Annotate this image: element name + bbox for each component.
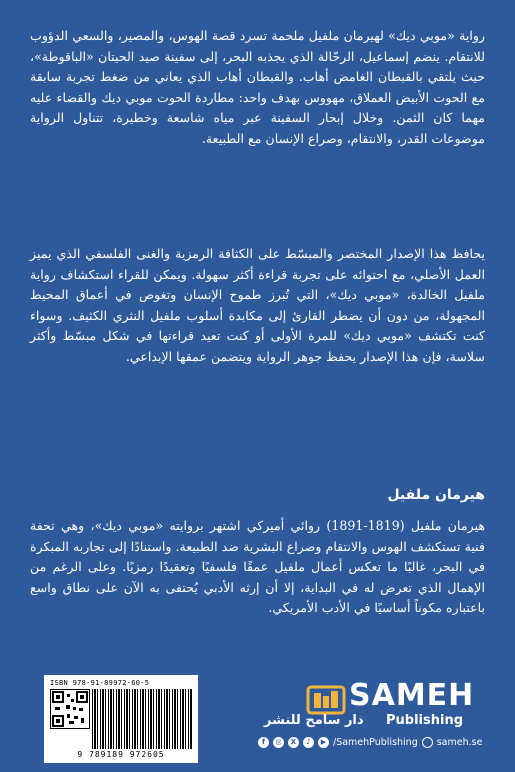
author-heading: هيرمان ملفيل bbox=[387, 487, 485, 503]
isbn-label: ISBN 978-91-89972-60-5 bbox=[50, 679, 150, 687]
youtube-icon[interactable]: ▶ bbox=[318, 737, 329, 748]
author-bio: هيرمان ملفيل (1819-1891) روائي أميركي اشتهر بروايته «موبي ديك»، وهي تحفة فنية تستكشف الهوس والانتقام وصراع البشرية ضد الطبيعة. واستنادًا إلى تجاربه المبكرة في البحر، غالبًا ما تعكس أعمال ملفيل عمقًا فلسفيًا وتعقيدًا رمزيًا. وعلى الرغم من الإهمال الذي تعرض له في البداية، إلا أن إرثه الأدبي يُحتفى به الآن على نطاق واسع باعتباره مكوناً أساسيًا في الأدب الأمريكي. bbox=[30, 518, 486, 615]
barcode-digits: 9 789189 972605 bbox=[77, 750, 165, 759]
website-link[interactable]: sameh.se bbox=[436, 736, 483, 748]
isbn-barcode-box bbox=[44, 675, 198, 763]
social-handle[interactable]: /SamehPublishing bbox=[333, 736, 418, 748]
footer bbox=[0, 675, 515, 772]
facebook-icon[interactable]: f bbox=[258, 737, 269, 748]
description-paragraph-1: رواية «موبي ديك» لهيرمان ملفيل ملحمة تسرد قصة الهوس، والمصير، والسعي الدؤوب للانتقام. ينضم إسماعيل، الرحّالة الذي يجذبه البحر، إلى سفينة صيد الحيتان «الباقوطة»، حيث يلتقي بالقبطان الغامض أهاب. والقبطان أهاب الذي يعاني من ضغط تجربة سابقة مع الحوت الأبيض العملاق، مهووس بهدف واحد: مطاردة الحوت موبي ديك والقضاء عليه مهما كان الثمن. وخلال إبحار السفينة عبر مياه شاسعة وخطيرة، تتناول الرواية موضوعات القدر، والانتقام، وصراع الإنسان مع الطبيعة. bbox=[30, 28, 485, 146]
globe-icon bbox=[422, 737, 433, 748]
barcode-icon bbox=[92, 689, 192, 749]
description-paragraph-2: يحافظ هذا الإصدار المختصر والمبسّط على الكثافة الرمزية والغنى الفلسفي الذي يميز العمل الأصلي، مع احتوائه على تجربة قراءة أكثر سهولة. ويمكن للقراء استكشاف رواية ملفيل الخالدة، «موبي ديك»، التي تُبرز طموح الإنسان وتغوص في أعماق المحيط المجهولة، من دون أن يضطر القارئ إلى مكابدة أسلوب ملفيل النثري الكثيف. وسواء كنت تكتشف «موبي ديك» للمرة الأولى أو كنت تعيد قراءتها في شكل مبسّط وأكثر سلاسة، فإن هذا الإصدار يحفظ جوهر الرواية ويتضمن عمقها الإبداعي. bbox=[30, 246, 485, 364]
qr-code-icon bbox=[50, 689, 90, 729]
tiktok-icon[interactable]: ♪ bbox=[303, 737, 314, 748]
publisher-name: SAMEH bbox=[349, 678, 475, 713]
publisher-subtitle-ar: دار سامح للنشر bbox=[264, 713, 364, 728]
publisher-subtitle-en: Publishing bbox=[386, 713, 464, 728]
instagram-icon[interactable]: ◎ bbox=[273, 737, 284, 748]
x-icon[interactable]: X bbox=[288, 737, 299, 748]
publisher-logo-icon bbox=[306, 683, 346, 717]
social-links bbox=[258, 735, 482, 749]
